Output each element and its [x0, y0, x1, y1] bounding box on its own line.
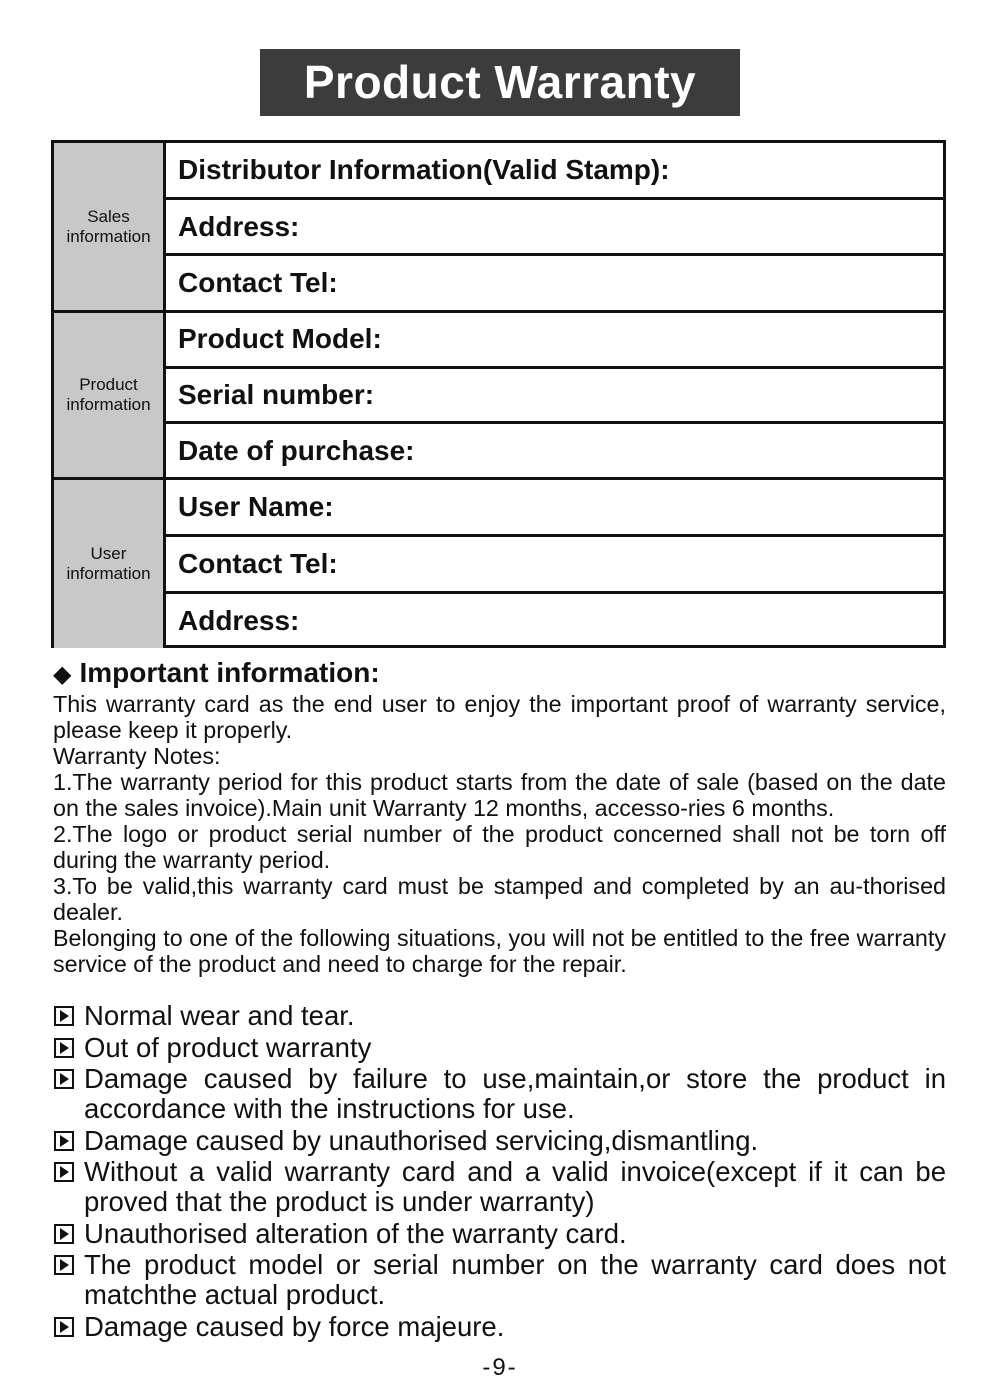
list-item	[53, 1001, 946, 1031]
important-heading-text: Important information:	[79, 657, 380, 688]
list-item	[53, 1064, 946, 1124]
play-bullet-icon	[54, 1162, 74, 1182]
page-number: -9-	[482, 1354, 518, 1381]
sales-information-group	[54, 143, 943, 310]
field-distributor-information[interactable]: Distributor Information(Valid Stamp):	[178, 153, 670, 185]
list-item	[53, 1126, 946, 1156]
list-item-text: Unauthorised alteration of the warranty card.	[84, 1217, 627, 1249]
play-bullet-icon	[54, 1131, 74, 1151]
play-bullet-icon	[54, 1069, 74, 1089]
field-date-of-purchase[interactable]: Date of purchase:	[166, 421, 943, 477]
exclusion-list	[53, 1001, 946, 1343]
note-paragraph: This warranty card as the end user to enjoy the important proof of warranty service, please keep it properly.	[53, 691, 946, 743]
important-heading	[53, 655, 380, 693]
list-item	[53, 1157, 946, 1217]
play-bullet-icon	[54, 1317, 74, 1337]
field-user-name[interactable]: User Name:	[178, 491, 334, 522]
note-paragraph: 3.To be valid,this warranty card must be stamped and completed by an au-thorised dealer.	[53, 873, 946, 925]
group-label-product: Product information	[54, 313, 166, 477]
diamond-bullet-icon: ◆	[53, 661, 72, 688]
list-item	[53, 1219, 946, 1249]
note-paragraph: Belonging to one of the following situations, you will not be entitled to the free warranty service of the product and need to charge for the repair.	[53, 925, 946, 977]
field-user-contact-tel[interactable]: Contact Tel:	[166, 534, 943, 591]
warranty-info-table	[51, 140, 946, 648]
play-bullet-icon	[54, 1224, 74, 1244]
note-paragraph: 1.The warranty period for this product starts from the date of sale (based on the date on the sales invoice).Main unit Warranty 12 months, accesso-ries 6 months.	[53, 769, 946, 821]
list-item-text: Out of product warranty	[84, 1031, 372, 1063]
note-paragraph: 2.The logo or product serial number of the product concerned shall not be torn off during the warranty period.	[53, 821, 946, 873]
note-paragraph: Warranty Notes:	[53, 743, 221, 769]
list-item-text: The product model or serial number on the warranty card does not matchthe actual product.	[84, 1249, 946, 1310]
warranty-notes	[53, 691, 946, 977]
play-bullet-icon	[54, 1255, 74, 1275]
field-user-address[interactable]: Address:	[166, 591, 943, 648]
list-item-text: Damage caused by unauthorised servicing,dismantling.	[84, 1124, 759, 1156]
page-title: Product Warranty	[260, 49, 740, 116]
field-sales-address[interactable]: Address:	[166, 197, 943, 254]
group-label-user: User information	[54, 480, 166, 648]
user-information-group	[54, 477, 943, 648]
field-sales-contact-tel[interactable]: Contact Tel:	[166, 253, 943, 310]
field-product-model[interactable]: Product Model:	[178, 323, 382, 355]
list-item	[53, 1033, 946, 1063]
play-bullet-icon	[54, 1038, 74, 1058]
list-item-text: Without a valid warranty card and a valid invoice(except if it can be proved that the product is under warranty)	[84, 1156, 946, 1217]
play-bullet-icon	[54, 1006, 74, 1026]
group-label-sales: Sales information	[54, 143, 166, 310]
field-serial-number[interactable]: Serial number:	[166, 366, 943, 422]
list-item-text: Normal wear and tear.	[84, 1000, 355, 1031]
list-item	[53, 1250, 946, 1310]
list-item	[53, 1312, 946, 1342]
list-item-text: Damage caused by force majeure.	[84, 1310, 505, 1342]
product-information-group	[54, 310, 943, 477]
list-item-text: Damage caused by failure to use,maintain,or store the product in accordance with the instructions for use.	[84, 1063, 946, 1124]
